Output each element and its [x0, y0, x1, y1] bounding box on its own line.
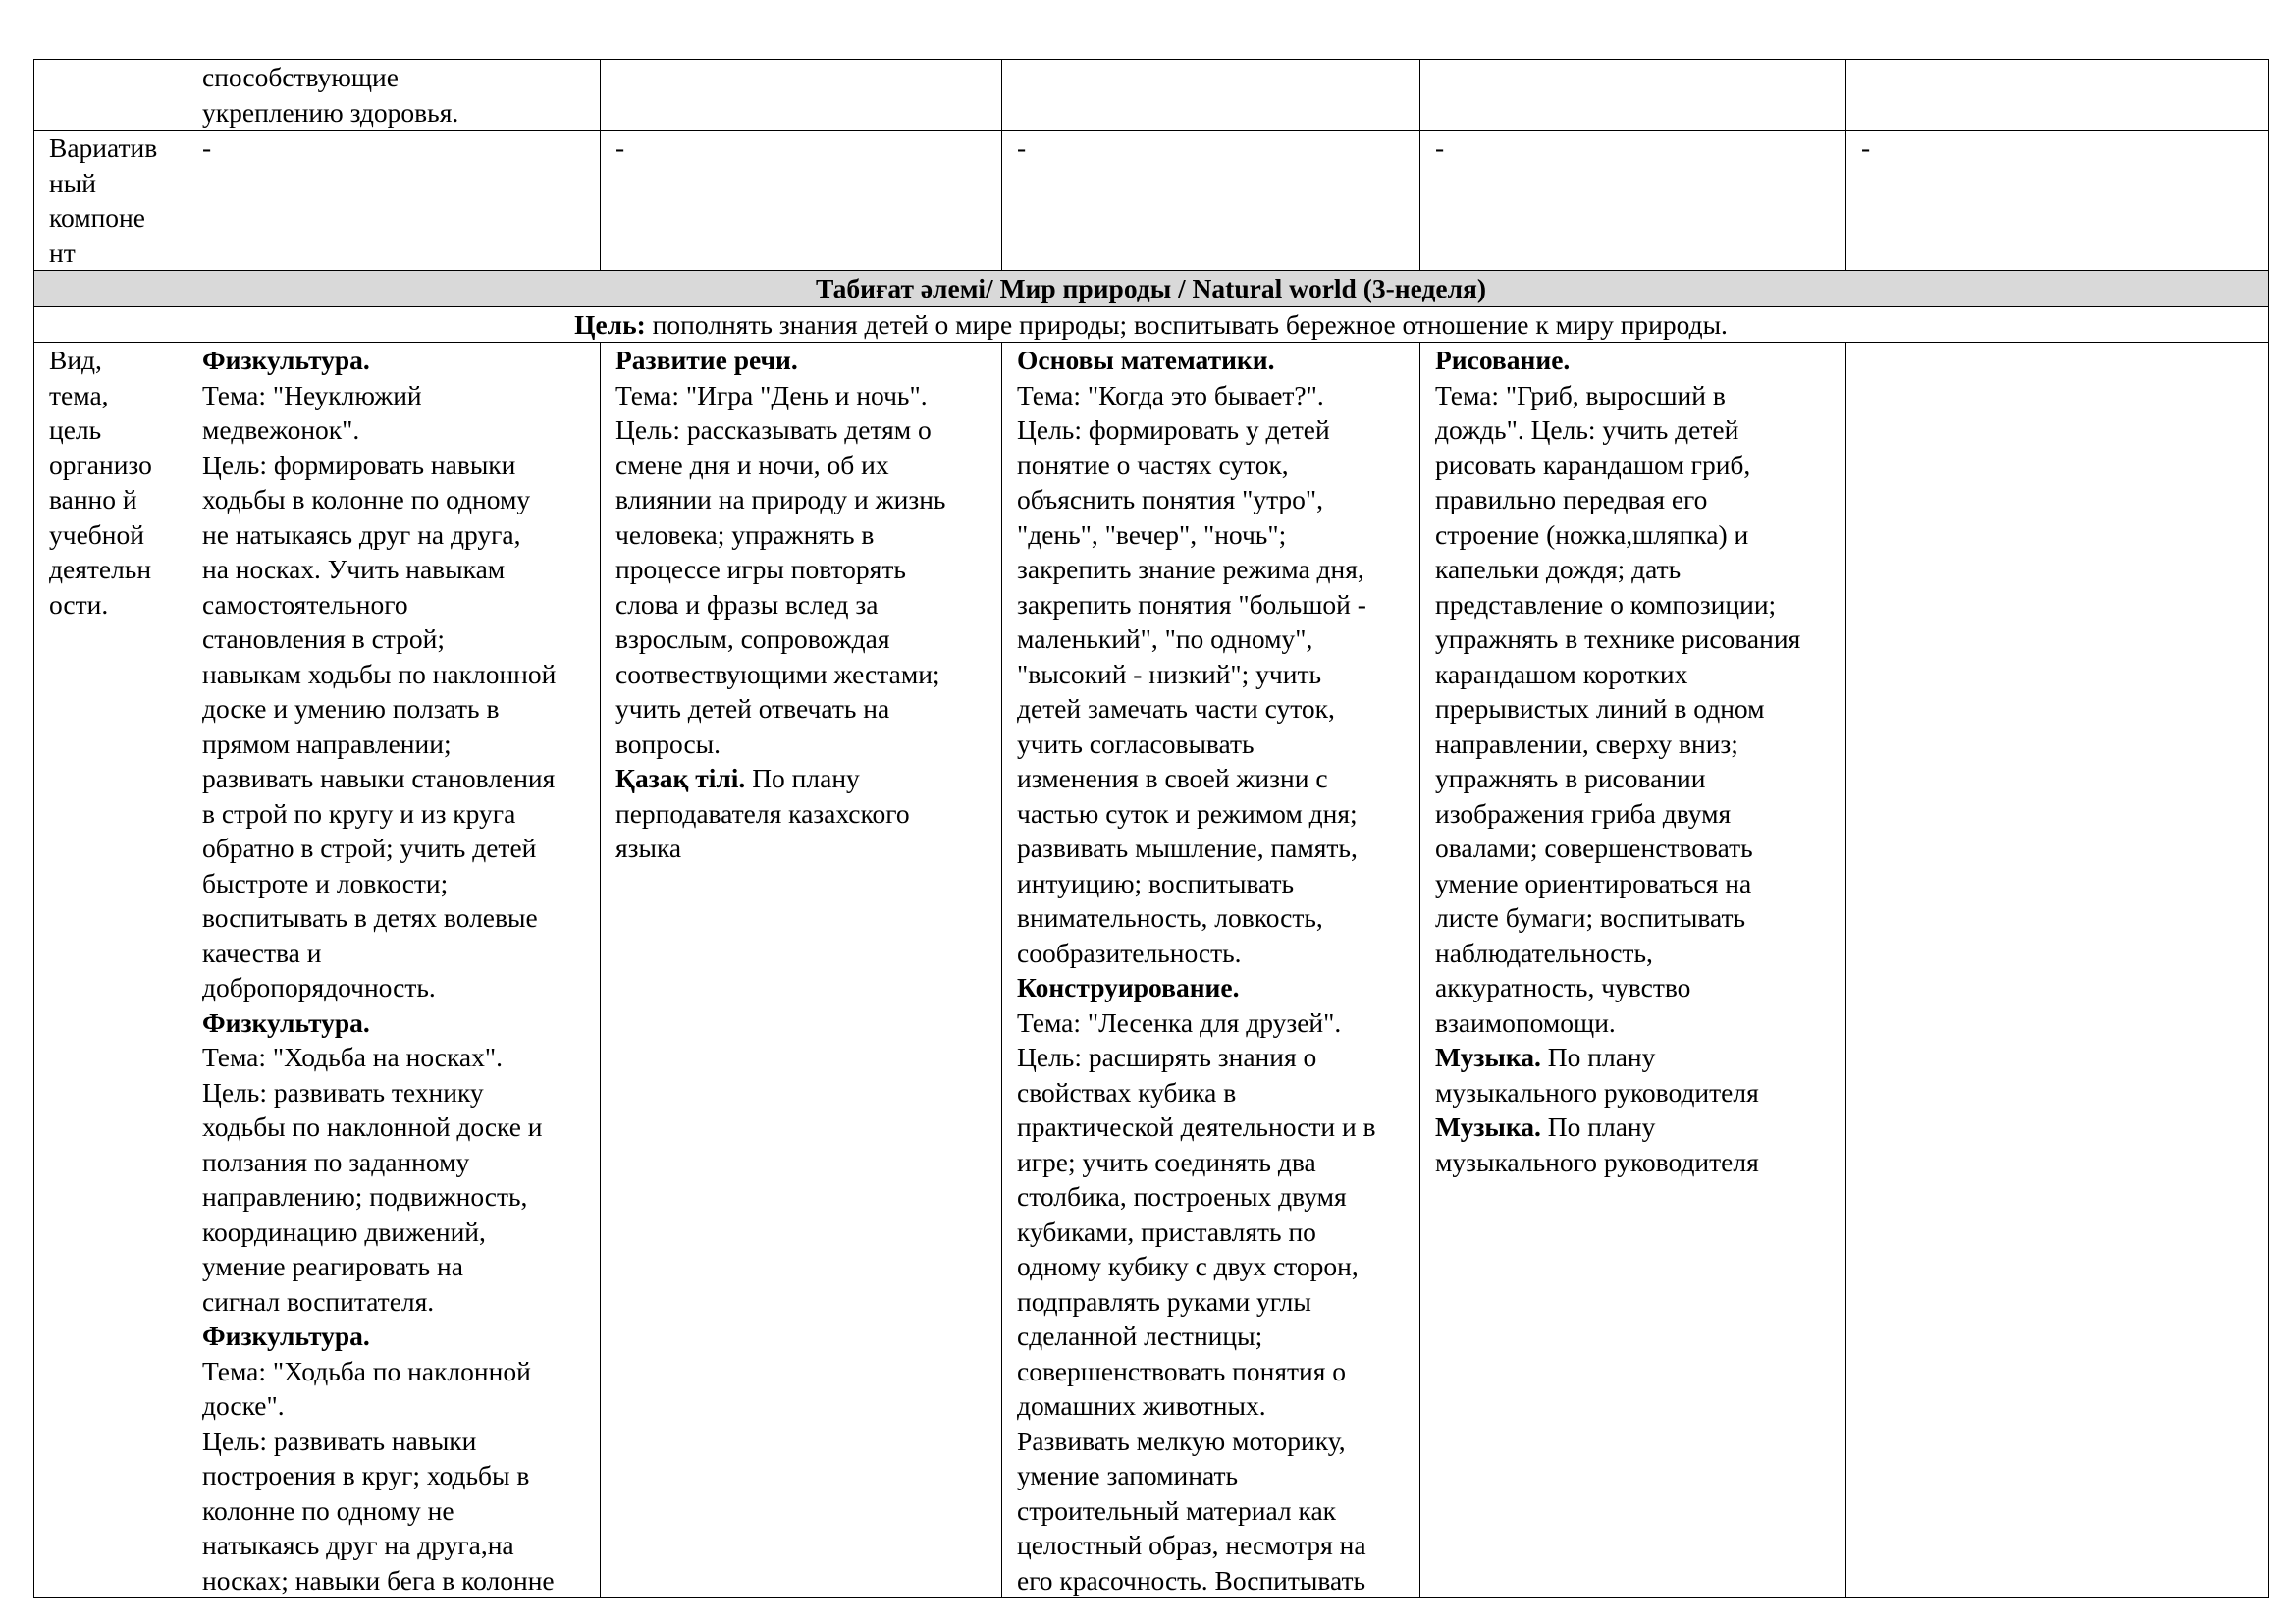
theme-heading — [34, 271, 2269, 307]
row-label-line: цель — [49, 414, 102, 445]
text-line: дождь". Цель: учить детей — [1435, 414, 1739, 445]
text-line: натыкаясь друг на друга,на — [202, 1530, 514, 1560]
text-line: изображения гриба двумя — [1435, 797, 1732, 829]
text-line: навыкам ходьбы по наклонной — [202, 658, 557, 689]
text-line: человека; упражнять в — [615, 518, 875, 550]
variative-cell — [187, 131, 601, 271]
text-line: вопросы. — [615, 728, 721, 759]
text-line: детей замечать части суток, — [1017, 693, 1335, 724]
text-line: Тема: "Когда это бывает?". — [1017, 379, 1324, 410]
subject-heading: Основы математики. — [1017, 345, 1275, 375]
dash-text: - — [1435, 133, 1445, 163]
cell-empty — [1846, 60, 2269, 131]
text-line: музыкального руководителя — [1435, 1076, 1759, 1108]
text-line: сделанной лестницы; — [1017, 1321, 1263, 1351]
text-line: одному кубику с двух сторон, — [1017, 1251, 1359, 1281]
text-line: строение (ножка,шляпка) и — [1435, 518, 1749, 550]
kazakh-language — [615, 761, 991, 796]
text-line: ходьбы в колонне по одному — [202, 484, 531, 514]
text-line: Тема: "Ходьба на носках". — [202, 1042, 503, 1072]
table-row-main — [34, 343, 2269, 1598]
main-label-cell — [34, 343, 187, 1598]
text-line: Цель: рассказывать детям о — [615, 414, 932, 445]
variative-cell — [1846, 131, 2269, 271]
music-line-label: Музыка. — [1435, 1111, 1541, 1142]
cell-drawing — [1420, 343, 1846, 1598]
text-line: интуицию; воспитывать — [1017, 867, 1295, 898]
text-line: укреплению здоровья. — [202, 96, 459, 128]
text-line: свойствах кубика в — [1017, 1076, 1237, 1108]
cell-empty — [1002, 60, 1420, 131]
text-line: учить детей отвечать на — [615, 693, 890, 724]
cell-top-col2 — [187, 60, 601, 131]
text-line: понятие о частях суток, — [1017, 449, 1289, 480]
subject-heading: Физкультура. — [202, 1006, 370, 1038]
text-line: овалами; совершенствовать — [1435, 833, 1753, 863]
music-line-text: По плану — [1540, 1111, 1656, 1142]
text-line: самостоятельного — [202, 588, 408, 620]
dash-text: - — [1861, 133, 1871, 163]
text-line: на носках. Учить навыкам — [202, 554, 506, 584]
text-line: правильно передвая его — [1435, 484, 1708, 514]
text-line: внимательность, ловкость, — [1017, 902, 1323, 933]
text-line: координацию движений, — [202, 1216, 486, 1247]
text-line: представление о композиции; — [1435, 588, 1777, 620]
text-line: ходьбы по наклонной доске и — [202, 1111, 543, 1142]
text-line: качества и — [202, 937, 322, 968]
row-label-line: организо — [49, 449, 152, 480]
row-label-line: Вариатив — [49, 133, 158, 163]
text-line: Тема: "Ходьба по наклонной — [202, 1355, 531, 1386]
goal-label: Цель: — [574, 308, 646, 340]
variative-label-cell — [34, 131, 187, 271]
text-line: сигнал воспитателя. — [202, 1285, 435, 1317]
row-label-line: тема, — [49, 379, 109, 410]
subject-heading: Физкультура. — [202, 345, 370, 375]
text-line: практической деятельности и в — [1017, 1111, 1376, 1142]
subject-heading: Конструирование. — [1017, 972, 1240, 1002]
text-line: учить согласовывать — [1017, 728, 1255, 759]
variative-cell — [1420, 131, 1846, 271]
table-row-goal — [34, 306, 2269, 343]
text-line: воспитывать в детях волевые — [202, 902, 538, 933]
text-line: упражнять в рисовании — [1435, 763, 1706, 793]
text-line: строительный материал как — [1017, 1494, 1337, 1526]
text-line: Цель: формировать навыки — [202, 449, 516, 480]
text-line: домашних животных. — [1017, 1390, 1266, 1421]
text-line: носках; навыки бега в колонне — [202, 1564, 555, 1596]
text-line: в строй по кругу и из круга — [202, 797, 516, 829]
table-row-top — [34, 60, 2269, 131]
text-line: Развивать мелкую моторику, — [1017, 1425, 1346, 1456]
text-line: закрепить понятия "большой - — [1017, 588, 1366, 620]
text-line: "высокий - низкий"; учить — [1017, 658, 1322, 689]
row-label-line: ный — [49, 167, 96, 198]
text-line: влиянии на природу и жизнь — [615, 484, 946, 514]
text-line: колонне по одному не — [202, 1494, 454, 1526]
table-row-theme — [34, 271, 2269, 307]
text-line: его красочность. Воспитывать — [1017, 1564, 1366, 1596]
text-line: столбика, построеных двумя — [1017, 1181, 1347, 1212]
text-line: доске". — [202, 1390, 285, 1421]
subject-heading: Физкультура. — [202, 1321, 370, 1351]
text-line: Цель: развивать технику — [202, 1076, 484, 1108]
cell-physical-education — [187, 343, 601, 1598]
text-line: Тема: "Гриб, выросший в — [1435, 379, 1726, 410]
text-line: совершенствовать понятия о — [1017, 1355, 1346, 1386]
text-line: Цель: расширять знания о — [1017, 1042, 1317, 1072]
text-line: Цель: формировать у детей — [1017, 414, 1330, 445]
music-line — [1435, 1040, 1836, 1075]
text-line: прямом направлении; — [202, 728, 452, 759]
row-label-line: учебной — [49, 518, 144, 550]
row-label-line: компоне — [49, 202, 145, 233]
kazakh-language-label: Қазақ тілі. — [615, 763, 746, 793]
text-line: быстроте и ловкости; — [202, 867, 449, 898]
text-line: смене дня и ночи, об их — [615, 449, 889, 480]
cell-speech-development — [601, 343, 1002, 1598]
text-line: подправлять руками углы — [1017, 1285, 1311, 1317]
text-line: умение ориентироваться на — [1435, 867, 1752, 898]
dash-text: - — [615, 133, 625, 163]
text-line: упражнять в технике рисования — [1435, 623, 1801, 654]
text-line: аккуратность, чувство — [1435, 972, 1691, 1002]
text-line: умение запоминать — [1017, 1460, 1239, 1490]
row-label-line: ванно й — [49, 484, 137, 514]
text-line: объяснить понятия "утро", — [1017, 484, 1324, 514]
text-line: наблюдательность, — [1435, 937, 1653, 968]
variative-cell — [601, 131, 1002, 271]
cell-empty — [1420, 60, 1846, 131]
text-line: музыкального руководителя — [1435, 1146, 1759, 1177]
text-line: соотвествующими жестами; — [615, 658, 940, 689]
music-line-text: По плану — [1540, 1042, 1656, 1072]
row-label-line: Вид, — [49, 345, 102, 375]
text-line: построения в круг; ходьбы в — [202, 1460, 530, 1490]
cell-empty — [34, 60, 187, 131]
table-row-variative — [34, 131, 2269, 271]
subject-heading: Рисование. — [1435, 345, 1571, 375]
text-line: сообразительность. — [1017, 937, 1242, 968]
text-line: Тема: "Неуклюжий — [202, 379, 422, 410]
cell-empty — [1846, 343, 2269, 1598]
dash-text: - — [202, 133, 212, 163]
text-line: рисовать карандашом гриб, — [1435, 449, 1751, 480]
variative-cell — [1002, 131, 1420, 271]
text-line: направлению; подвижность, — [202, 1181, 528, 1212]
theme-text: Табиғат әлемі/ Мир природы / Natural world (3-неделя) — [815, 273, 1487, 303]
text-line: становления в строй; — [202, 623, 446, 654]
goal-text: пополнять знания детей о мире природы; воспитывать бережное отношение к миру природы. — [645, 308, 1728, 340]
text-line: закрепить знание режима дня, — [1017, 554, 1364, 584]
text-line: Тема: "Лесенка для друзей". — [1017, 1006, 1342, 1038]
text-line: игре; учить соединять два — [1017, 1146, 1316, 1177]
text-line: не натыкаясь друг на друга, — [202, 518, 521, 550]
goal-cell — [34, 306, 2269, 343]
text-line: частью суток и режимом дня; — [1017, 797, 1358, 829]
dash-text: - — [1017, 133, 1027, 163]
text-line: целостный образ, несмотря на — [1017, 1530, 1366, 1560]
text-line: обратно в строй; учить детей — [202, 833, 537, 863]
text-line: кубиками, приставлять по — [1017, 1216, 1316, 1247]
text-line: умение реагировать на — [202, 1251, 463, 1281]
text-line: взрослым, сопровождая — [615, 623, 890, 654]
text-line: листе бумаги; воспитывать — [1435, 902, 1746, 933]
cell-empty — [601, 60, 1002, 131]
text-line: взаимопомощи. — [1435, 1006, 1616, 1038]
text-line: языка — [615, 833, 682, 863]
subject-heading: Развитие речи. — [615, 345, 798, 375]
text-line: добропорядочность. — [202, 972, 436, 1002]
text-line: доске и умению ползать в — [202, 693, 500, 724]
text-line: "день", "вечер", "ночь"; — [1017, 518, 1287, 550]
text-line: способствующие — [202, 62, 399, 92]
text-line: Цель: развивать навыки — [202, 1425, 477, 1456]
music-line-label: Музыка. — [1435, 1042, 1541, 1072]
text-line: капельки дождя; дать — [1435, 554, 1682, 584]
text-line: процессе игры повторять — [615, 554, 906, 584]
text-line: перподавателя казахского — [615, 797, 910, 829]
text-line: изменения в своей жизни с — [1017, 763, 1328, 793]
document-page — [33, 59, 2268, 1598]
row-label-line: деятельн — [49, 554, 152, 584]
row-label-line: нт — [49, 237, 76, 268]
text-line: Тема: "Игра "День и ночь". — [615, 379, 928, 410]
text-line: ползания по заданному — [202, 1146, 470, 1177]
kazakh-language-text: По плану — [745, 763, 860, 793]
text-line: маленький", "по одному", — [1017, 623, 1313, 654]
cell-mathematics — [1002, 343, 1420, 1598]
row-label-line: ости. — [49, 588, 109, 620]
text-line: слова и фразы вслед за — [615, 588, 879, 620]
music-line — [1435, 1110, 1836, 1145]
text-line: развивать навыки становления — [202, 763, 556, 793]
text-line: карандашом коротких — [1435, 658, 1688, 689]
text-line: направлении, сверху вниз; — [1435, 728, 1738, 759]
text-line: прерывистых линий в одном — [1435, 693, 1765, 724]
plan-table — [33, 59, 2269, 1598]
text-line: развивать мышление, память, — [1017, 833, 1358, 863]
text-line: медвежонок". — [202, 414, 360, 445]
